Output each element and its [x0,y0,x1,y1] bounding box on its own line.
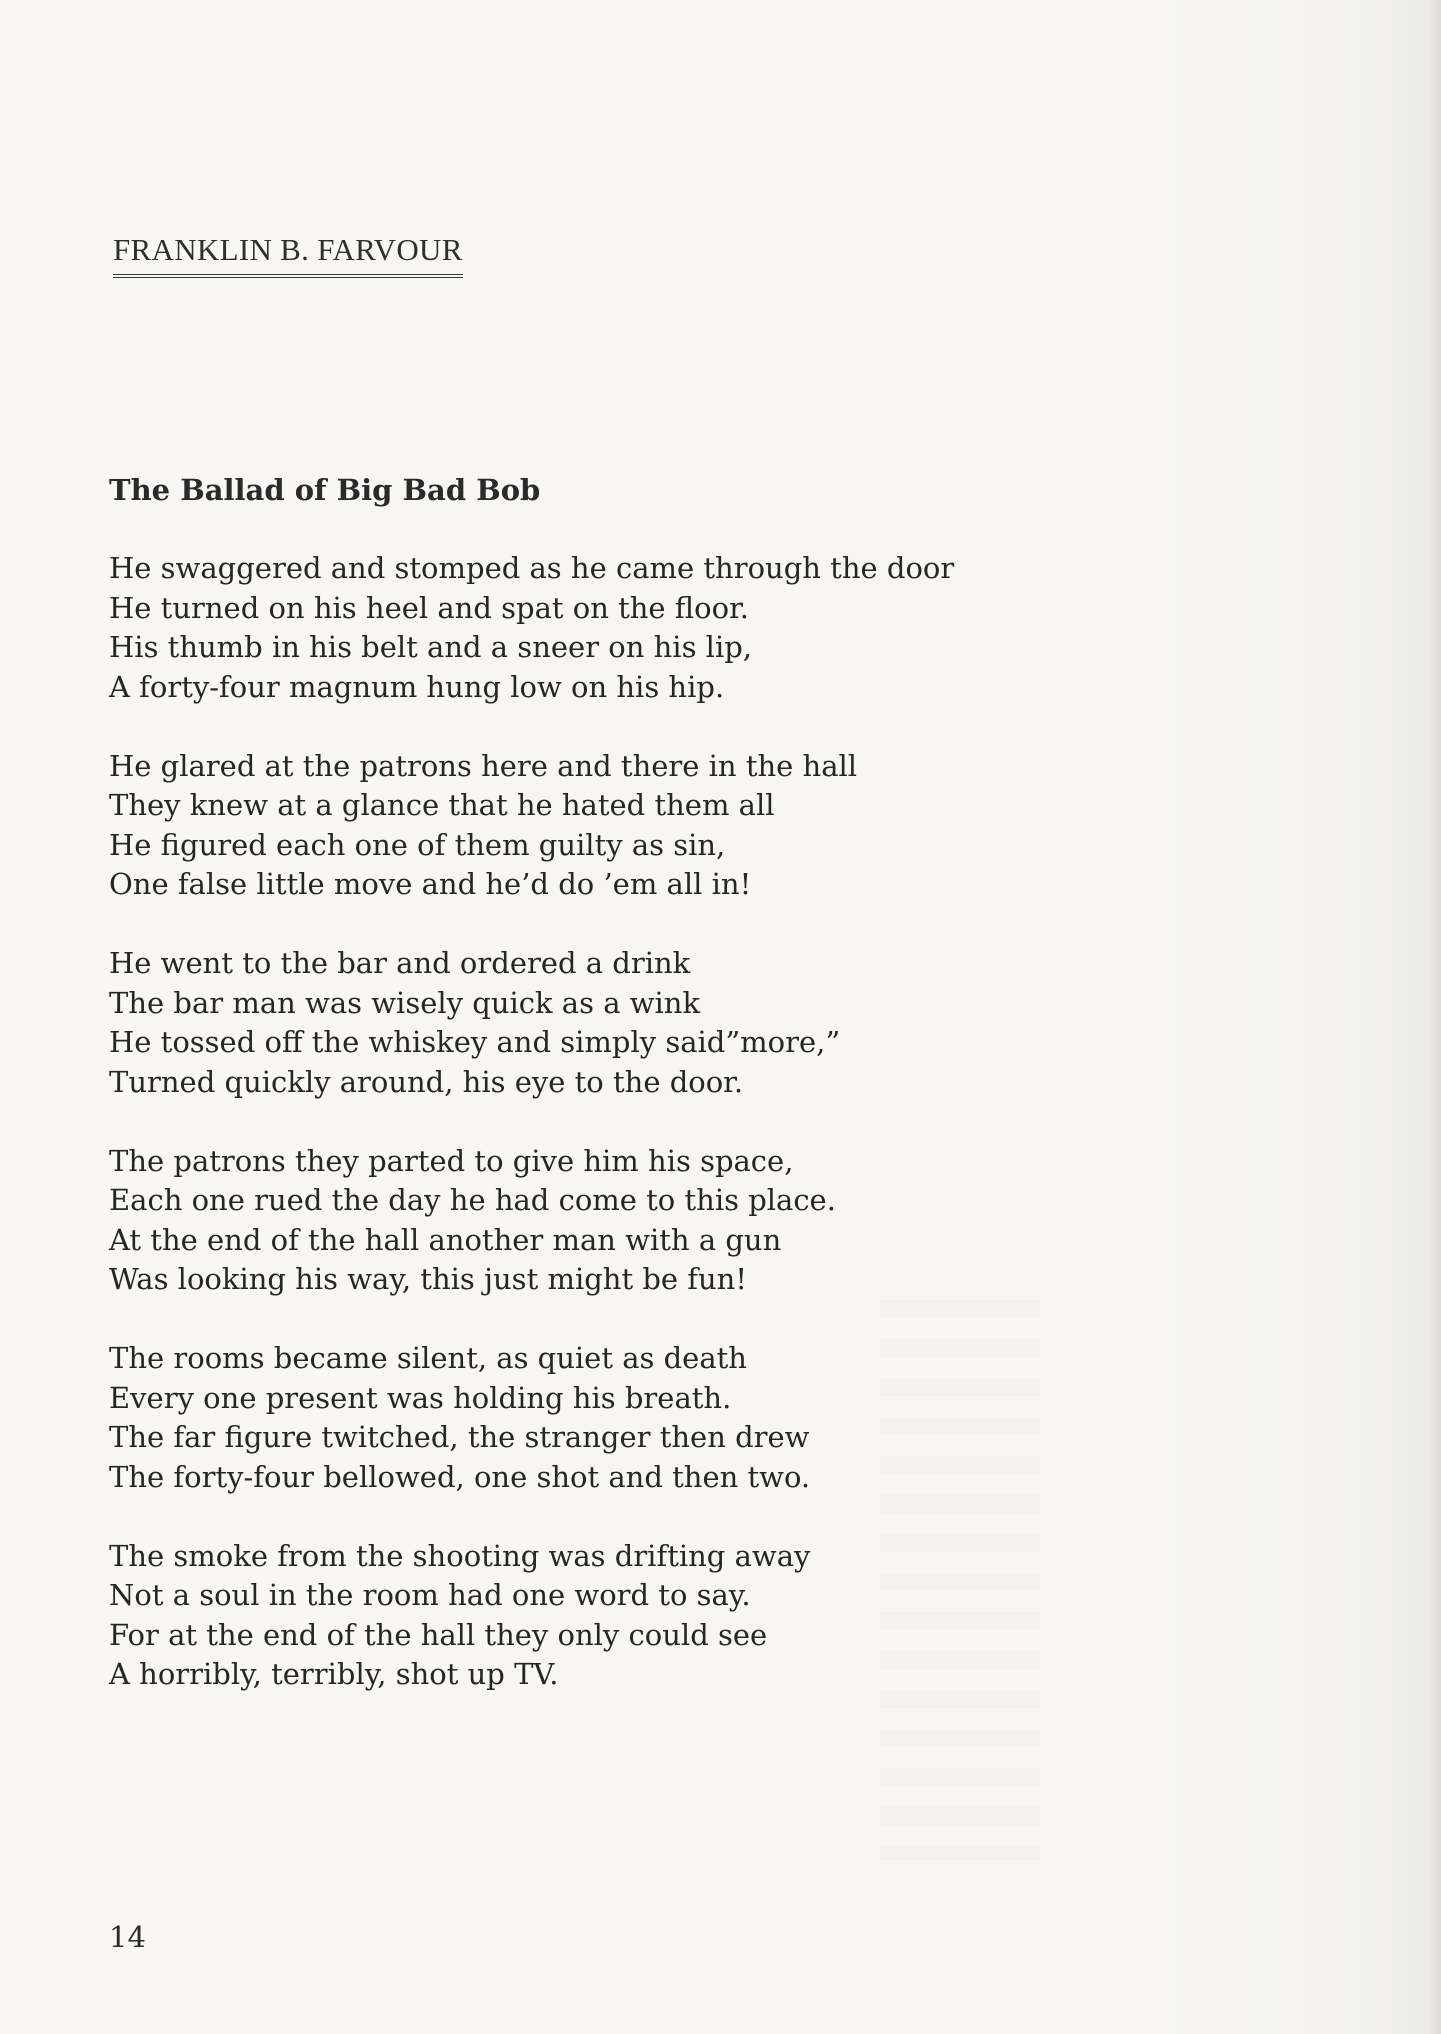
poem-line: Was looking his way, this just might be fun! [109,1262,748,1296]
stanza [109,1537,954,1695]
poem-line: The patrons they parted to give him his space, [109,1143,794,1178]
poem-line: A horribly, terribly, shot up TV. [109,1657,559,1691]
poem-line: He swaggered and stomped as he came through the door [109,551,955,585]
poem-line: He went to the bar and ordered a drink [109,946,691,980]
poem-line: For at the end of the hall they only could see [109,1617,768,1652]
poem-line: He glared at the patrons here and there in the hall [109,748,858,783]
poem-line: The far figure twitched, the stranger then drew [109,1420,810,1454]
poem-line: The bar man was wisely quick as a wink [109,985,701,1020]
poem-line: Each one rued the day he had come to this place. [109,1183,836,1217]
stanza [109,747,954,905]
author-heading: FRANKLIN B. FARVOUR [113,232,463,278]
poem-line: The rooms became silent, as quiet as death [109,1341,747,1375]
poem-line: The forty-four bellowed, one shot and then two. [109,1459,811,1494]
poem-body [109,549,954,1734]
stanza [109,1142,954,1300]
poem-line: At the end of the hall another man with a gun [109,1222,782,1257]
poem-line: He turned on his heel and spat on the floor. [109,590,749,625]
poem-line: Every one present was holding his breath. [109,1380,732,1415]
stanza [109,944,954,1102]
binding-edge [1427,0,1441,2034]
stanza [109,1339,954,1497]
poem-title: The Ballad of Big Bad Bob [109,473,541,507]
poem-line: He figured each one of them guilty as sin, [109,827,726,862]
poem-line: He tossed off the whiskey and simply said”more,” [109,1025,841,1059]
poem-line: His thumb in his belt and a sneer on his lip, [109,630,753,664]
page-number: 14 [109,1920,146,1954]
poem-line: Not a soul in the room had one word to say. [109,1578,751,1612]
poem-line: They knew at a glance that he hated them all [109,788,775,822]
stanza [109,549,954,707]
poem-line: Turned quickly around, his eye to the door. [109,1064,744,1099]
poem-line: A forty-four magnum hung low on his hip. [109,669,725,704]
poem-line: One false little move and he’d do ’em all in! [109,867,752,901]
poem-line: The smoke from the shooting was drifting away [109,1538,811,1573]
